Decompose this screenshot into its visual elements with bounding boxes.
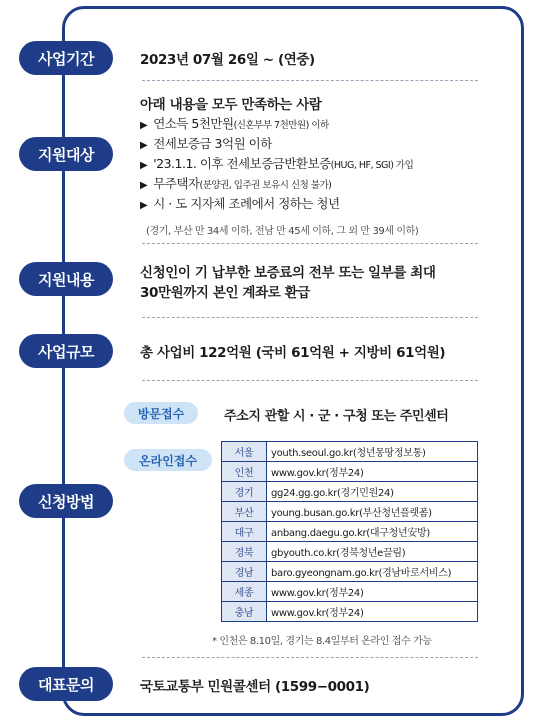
region-cell: 경기 <box>222 482 267 502</box>
label-apply: 신청방법 <box>19 484 113 518</box>
table-row <box>222 442 478 462</box>
label-target: 지원대상 <box>19 137 113 171</box>
region-cell: 서울 <box>222 442 267 462</box>
region-cell: 충남 <box>222 602 267 622</box>
table-row <box>222 482 478 502</box>
region-cell: 세종 <box>222 582 267 602</box>
list-item: ▶ 전세보증금 3억원 이하 <box>140 136 272 151</box>
site-cell: gg24.gg.go.kr(경기민원24) <box>267 482 478 502</box>
region-cell: 경남 <box>222 562 267 582</box>
region-cell: 대구 <box>222 522 267 542</box>
online-note: * 인천은 8.10일, 경기는 8.4일부터 온라인 접수 가능 <box>212 636 432 647</box>
divider <box>142 243 478 244</box>
list-item: ▶ '23.1.1. 이후 전세보증금반환보증(HUG, HF, SGI) 가입 <box>140 156 414 171</box>
online-sites-table <box>221 441 478 622</box>
divider <box>142 80 478 81</box>
label-scale: 사업규모 <box>19 334 113 368</box>
label-contact: 대표문의 <box>19 667 113 701</box>
site-cell: youth.seoul.go.kr(청년몽땅정보통) <box>267 442 478 462</box>
target-list <box>140 115 413 215</box>
content-line1: 신청인이 기 납부한 보증료의 전부 또는 일부를 최대 <box>140 265 436 281</box>
table-row <box>222 562 478 582</box>
table-row <box>222 582 478 602</box>
visit-text: 주소지 관할 시 · 군 · 구청 또는 주민센터 <box>224 409 449 424</box>
site-cell: www.gov.kr(정부24) <box>267 582 478 602</box>
site-cell: anbang.daegu.go.kr(대구청년安방) <box>267 522 478 542</box>
divider <box>142 317 478 318</box>
region-cell: 인천 <box>222 462 267 482</box>
visit-pill: 방문접수 <box>124 402 198 424</box>
list-item: ▶ 시 · 도 지자체 조례에서 정하는 청년 <box>140 196 340 211</box>
list-item: ▶ 무주택자(분양권, 입주권 보유시 신청 불가) <box>140 176 332 191</box>
list-item: ▶ 연소득 5천만원(신혼부부 7천만원) 이하 <box>140 116 329 131</box>
site-cell: www.gov.kr(정부24) <box>267 602 478 622</box>
target-footnote: (경기, 부산 만 34세 이하, 전남 만 45세 이하, 그 외 만 39세 이하) <box>146 226 419 237</box>
table-row <box>222 522 478 542</box>
divider <box>142 380 478 381</box>
online-pill: 온라인접수 <box>124 449 212 471</box>
site-cell: young.busan.go.kr(부산청년플랫폼) <box>267 502 478 522</box>
table-row <box>222 502 478 522</box>
label-period: 사업기간 <box>19 41 113 75</box>
table-row <box>222 462 478 482</box>
label-content: 지원내용 <box>19 262 113 296</box>
site-cell: www.gov.kr(정부24) <box>267 462 478 482</box>
target-heading: 아래 내용을 모두 만족하는 사람 <box>140 97 322 113</box>
table-row <box>222 542 478 562</box>
scale-text: 총 사업비 122억원 (국비 61억원 + 지방비 61억원) <box>140 345 446 361</box>
region-cell: 부산 <box>222 502 267 522</box>
site-cell: baro.gyeongnam.go.kr(경남바로서비스) <box>267 562 478 582</box>
contact-text: 국토교통부 민원콜센터 (1599−0001) <box>140 679 370 695</box>
divider <box>142 657 478 658</box>
period-text: 2023년 07월 26일 ~ (연중) <box>140 52 315 68</box>
content-line2: 30만원까지 본인 계좌로 환급 <box>140 285 310 301</box>
table-row <box>222 602 478 622</box>
region-cell: 경북 <box>222 542 267 562</box>
site-cell: gbyouth.co.kr(경북청년e끌림) <box>267 542 478 562</box>
